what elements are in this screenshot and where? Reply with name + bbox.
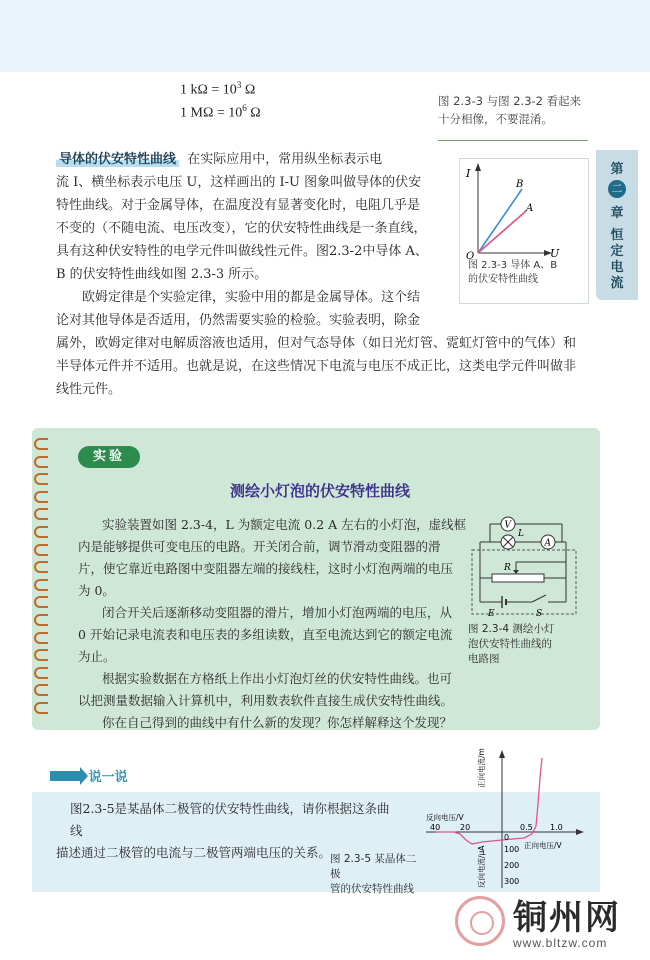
x-tick: 40 [430, 823, 441, 832]
rheostat [492, 574, 544, 582]
binder-ring [34, 508, 48, 520]
chapter-zhang: 章 [610, 206, 624, 221]
experiment-line: 实验装置如图 2.3-4，L 为额定电流 0.2 A 左右的小灯泡，虚线框 [102, 517, 467, 532]
diode-iv-graph [420, 748, 590, 898]
paragraph-line: B 的伏安特性曲线如图 2.3-3 所示。 [56, 267, 268, 282]
caption-line: 泡伏安特性曲线的 [468, 638, 552, 650]
caption-line: 电路图 [468, 653, 500, 665]
experiment-line: 闭合开关后逐渐移动变阻器的滑片，增加小灯泡两端的电压，从 [102, 605, 453, 620]
paragraph-line: 欧姆定律是个实验定律，实验中用的都是金属导体。这个结 [82, 290, 421, 305]
paragraph-line: 不变的（不随电流、电压改变），它的伏安特性曲线是一条直线， [56, 221, 427, 236]
paragraph-line: 具有这种伏安特性的电学元件叫做线性元件。图2.3-2中导体 A、 [56, 244, 428, 259]
watermark-name: 铜州网 [513, 898, 621, 938]
paragraph-line: 半导体元件并不适用。也就是说，在这些情况下电流与电压不成正比，这类电学元件叫做非 [56, 359, 577, 374]
paragraph-line: 线性元件。 [56, 382, 122, 397]
iu-graph [460, 159, 590, 259]
origin-label: O [466, 251, 475, 259]
side-note-underline [438, 137, 588, 141]
ammeter-label: A [544, 538, 551, 549]
binder-ring [34, 596, 48, 608]
binder-ring [34, 702, 48, 714]
watermark-seal-icon [455, 896, 505, 946]
x-axis-arrow [576, 829, 584, 835]
binder-ring [34, 667, 48, 679]
binder-ring [34, 456, 48, 468]
paragraph-line: 流 I、横坐标表示电压 U，这样画出的 I-U 图象叫做导体的伏安 [56, 175, 422, 190]
caption-line: 管的伏安特性曲线 [330, 883, 414, 895]
binder-ring [34, 561, 48, 573]
x-tick: 0.5 [520, 823, 533, 832]
figure-2-3-4 [466, 516, 590, 666]
y-neg-label: 反向电流/μA [477, 845, 486, 888]
chapter-number-badge: 二 [608, 180, 626, 198]
binder-ring [34, 491, 48, 503]
binder-ring [34, 579, 48, 591]
switch-label: S [536, 609, 543, 619]
talk-line: 图2.3-5是某晶体二极管的伏安特性曲线，请你根据这条曲线 [70, 801, 390, 838]
lamp-label: L [518, 529, 524, 539]
binder-ring [34, 544, 48, 556]
binder-ring [34, 526, 48, 538]
formula-mega-ohm: 1 $M\Omega = 10^6$ Ω [180, 103, 261, 121]
experiment-line: 片，使它靠近电路图中变阻器左端的接线柱，这时小灯泡两端的电压 [78, 561, 454, 576]
experiment-line: 以把测量数据输入计算机中，利用数表软件直接生成伏安特性曲线。 [78, 693, 454, 708]
y-tick: 300 [504, 877, 520, 886]
x-tick: 0 [504, 833, 510, 842]
figure-2-3-3 [459, 158, 589, 304]
x-neg-label: 反向电压/V [426, 813, 464, 822]
figure-caption [468, 259, 586, 287]
side-note: 图 2.3-3 与图 2.3-2 看起来十分相像，不要混淆。 [438, 92, 588, 146]
talk-line: 描述通过二极管的电流与二极管两端电压的关系。 [56, 845, 332, 860]
x-tick: 20 [460, 823, 471, 832]
line-a-label: A [526, 203, 534, 214]
experiment-badge: 实验 [78, 446, 140, 468]
experiment-line: 你在自己得到的曲线中有什么新的发现？你怎样解释这个发现？ [102, 715, 453, 730]
section-heading: 导体的伏安特性曲线 [56, 152, 179, 167]
binder-ring [34, 649, 48, 661]
experiment-text [78, 514, 470, 734]
arrow-icon [50, 771, 80, 781]
chapter-di: 第 [610, 162, 624, 177]
y-axis-label: I [466, 167, 471, 180]
top-band [0, 0, 650, 72]
paragraph-line: 属外，欧姆定律对电解质溶液也适用，但对气态导体（如日光灯管、霓虹灯管中的气体）和 [56, 336, 577, 351]
binder-ring [34, 684, 48, 696]
watermark [455, 890, 645, 956]
experiment-title: 测绘小灯泡的伏安特性曲线 [229, 482, 410, 500]
y-axis-arrow [499, 750, 505, 758]
x-pos-label: 正向电压/V [524, 841, 562, 850]
binder-rings [30, 438, 50, 723]
experiment-line: 根据实验数据在方格纸上作出小灯泡灯丝的伏安特性曲线。也可 [102, 671, 453, 686]
battery-label: E [488, 609, 495, 619]
x-axis-label: U [550, 247, 560, 259]
section-paragraph-1 [56, 148, 446, 286]
y-tick: 200 [504, 861, 520, 870]
rheostat-label: R [504, 563, 511, 573]
switch-lever [532, 595, 546, 602]
experiment-line: 0 开始记录电流表和电压表的多组读数，直至电流达到它的额定电流 [78, 627, 453, 642]
figure-caption [330, 852, 426, 897]
paragraph-line: 特性曲线。对于金属导体，在温度没有显著变化时，电阻几乎是 [56, 198, 421, 213]
paragraph-line: 论对其他导体是否适用，仍然需要实验的检验。实验表明，除金 [56, 313, 421, 328]
talk-badge [50, 766, 128, 786]
caption-line: 的伏安特性曲线 [468, 274, 538, 285]
slider-arrow [513, 570, 519, 574]
circuit-diagram [466, 516, 590, 620]
chapter-name: 恒定电流 [610, 228, 624, 291]
talk-badge-label: 说一说 [88, 770, 128, 785]
y-tick: 100 [504, 845, 520, 854]
figure-2-3-5 [330, 748, 590, 898]
caption-line: 图 2.3-3 导体 A、B [468, 260, 558, 271]
binder-ring [34, 614, 48, 626]
binder-ring [34, 632, 48, 644]
experiment-line: 为 0。 [78, 583, 115, 598]
line-b-label: B [516, 179, 524, 190]
formula-kilo-ohm: 1 $k\Omega = 10^3$ Ω [180, 80, 256, 98]
binder-ring [34, 473, 48, 485]
voltmeter-label: V [504, 520, 511, 531]
experiment-line: 为止。 [78, 649, 116, 664]
paragraph-line: 导体的伏安特性曲线 在实际应用中，常用纵坐标表示电 [56, 148, 446, 171]
caption-line: 图 2.3-4 测绘小灯 [468, 623, 555, 635]
watermark-url: www.bltzw.com [513, 936, 608, 950]
caption-line: 图 2.3-5 某晶体二极 [330, 853, 417, 880]
y-pos-label: 正向电流/mA [477, 748, 486, 788]
binder-ring [34, 438, 48, 450]
chapter-tab [596, 150, 638, 300]
experiment-line: 内是能够提供可变电压的电路。开关闭合前，调节滑动变阻器的滑 [78, 539, 441, 554]
figure-caption [468, 622, 586, 667]
x-tick: 1.0 [550, 823, 563, 832]
y-axis-arrow [475, 163, 481, 171]
